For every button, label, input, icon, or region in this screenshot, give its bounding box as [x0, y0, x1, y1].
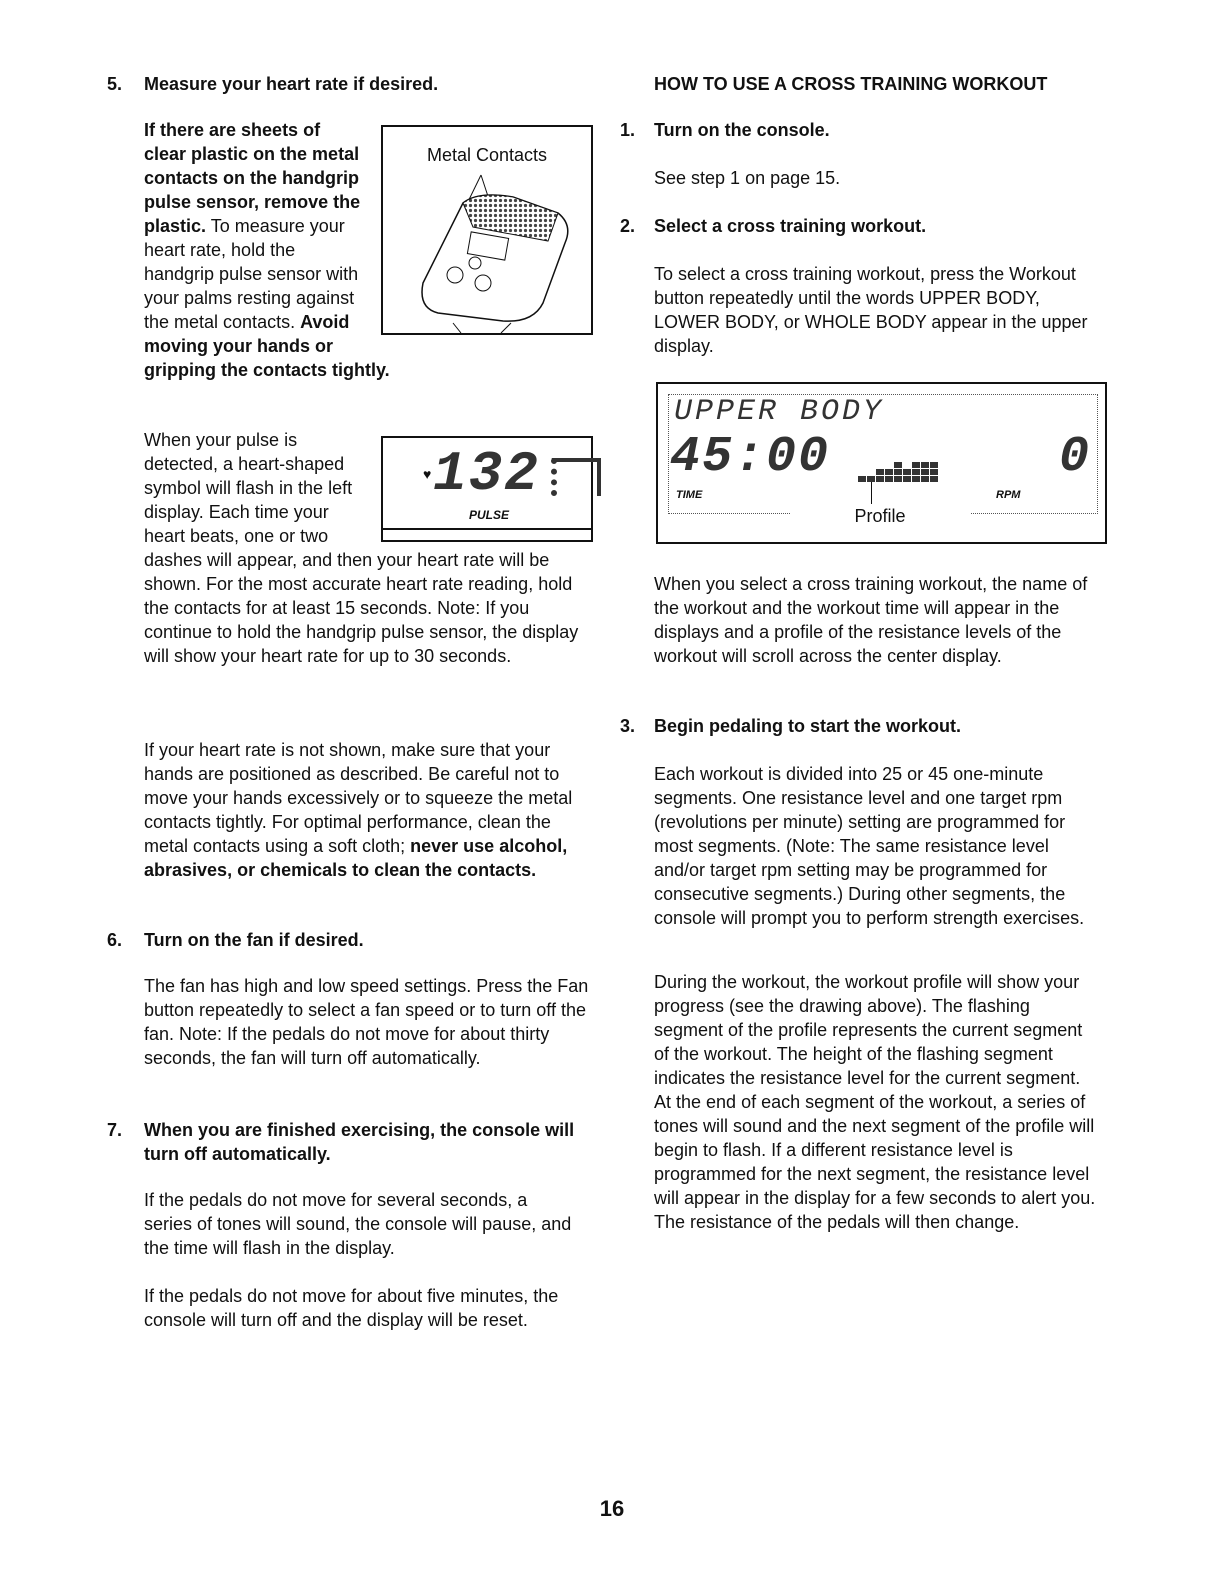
fan-text: The fan has high and low speed settings. Press the Fan button repeatedly to select a fan speed or to turn off the fan. Note: If the pedals do not move for about thirty seconds, the fan will turn off automatically.	[144, 976, 589, 1068]
step-number: 6.	[107, 930, 123, 950]
step-1-text: See step 1 on page 15.	[654, 168, 841, 188]
step-number: 3.	[620, 716, 636, 736]
profile-column	[912, 462, 920, 482]
profile-segment	[930, 462, 938, 468]
page-number: 16	[599, 1496, 625, 1521]
workout-name-display: UPPER BODY	[674, 395, 885, 429]
profile-column	[930, 462, 938, 482]
profile-segment	[885, 476, 893, 482]
console-display-figure	[656, 382, 1107, 544]
profile-segment	[903, 476, 911, 482]
step-7-heading: When you are finished exercising, the console will turn off automatically.	[144, 1120, 575, 1164]
pulse-text: To measure your heart rate, hold the handgrip pulse sensor with your palms resting against the metal contacts.	[144, 216, 359, 332]
profile-segment	[876, 476, 884, 482]
step-2-heading: Select a cross training workout.	[654, 216, 927, 236]
profile-segment	[858, 476, 866, 482]
profile-column	[903, 469, 911, 482]
reset-text: If the pedals do not move for about five minutes, the console will turn off and the display will be reset.	[144, 1286, 559, 1330]
metal-contacts-figure	[381, 125, 593, 335]
profile-column	[921, 462, 929, 482]
profile-segment	[912, 462, 920, 468]
profile-segment	[894, 476, 902, 482]
profile-segment	[921, 462, 929, 468]
profile-column	[876, 469, 884, 482]
pulse-instructions	[144, 118, 593, 382]
pulse-detected-text: When your pulse is detected, a heart-shaped symbol will flash in the left display. Each time your heart beats, one or two dashes will appear, and then your heart rate will be shown. For the most accurate heart rate reading, hold the contacts for at least 15 seconds. Note: If you continue to hold the handgrip pulse sensor, the display will show your heart rate for up to 30 seconds.	[144, 430, 579, 666]
heart-icon: ♥	[423, 466, 432, 482]
rpm-display: 0	[1058, 429, 1091, 486]
step-5-heading: Measure your heart rate if desired.	[144, 74, 439, 94]
profile-column	[858, 476, 866, 482]
profile-segment	[894, 462, 902, 468]
troubleshoot-text: If your heart rate is not shown, make sure that your hands are positioned as described. Be careful not to move your hands excessively or to squeeze the metal contacts tightly. For optimal performance, clean the metal contacts using a soft cloth;	[144, 740, 573, 856]
segments-text: Each workout is divided into 25 or 45 one-minute segments. One resistance level and one target rpm (revolutions per minute) setting are programmed for most segments. (Note: The same resistance level and/or target rpm setting may be programmed for consecutive segments.) During other segments, the console will prompt you to perform strength exercises.	[654, 764, 1085, 928]
profile-segment	[930, 476, 938, 482]
profile-segment	[921, 476, 929, 482]
section-heading: HOW TO USE A CROSS TRAINING WORKOUT	[654, 74, 1048, 94]
profile-label: Profile	[790, 504, 970, 528]
time-display: 45:00	[670, 429, 831, 486]
pulse-dashes-icon	[551, 458, 601, 496]
profile-segment	[912, 476, 920, 482]
workout-selected-text: When you select a cross training workout, the name of the workout and the workout time will appear in the displays and a profile of the resistance levels of the workout will scroll across the center display.	[654, 574, 1088, 666]
profile-column	[894, 462, 902, 482]
pulse-label: PULSE	[468, 508, 509, 522]
profile-bars	[858, 454, 938, 482]
step-number: 2.	[620, 216, 636, 236]
profile-segment	[912, 469, 920, 475]
grip-warning: Avoid moving your hands or gripping the contacts tightly.	[144, 312, 390, 380]
heart-rate-troubleshooting	[144, 738, 596, 882]
rpm-label: RPM	[996, 489, 1021, 501]
profile-segment	[930, 469, 938, 475]
pulse-display-figure	[381, 436, 593, 542]
cleaning-warning: never use alcohol, abrasives, or chemicals to clean the contacts.	[144, 836, 568, 880]
step-6-heading: Turn on the fan if desired.	[144, 930, 364, 950]
profile-progress-text: During the workout, the workout profile will show your progress (see the drawing above). The flashing segment of the profile represents the current segment of the workout. The height of the flashing segment indicates the resistance level for the current segment. At the end of each segment of the workout, a series of tones will sound and the next segment of the profile will begin to flash. If a different resistance level is programmed for the next segment, the resistance level will appear in the display for a few seconds to alert you. The resistance of the pedals will then change.	[654, 972, 1096, 1232]
step-number: 7.	[107, 1120, 123, 1140]
profile-column	[885, 469, 893, 482]
profile-segment	[876, 469, 884, 475]
divider	[383, 528, 591, 530]
step-3-heading: Begin pedaling to start the workout.	[654, 716, 962, 736]
profile-segment	[885, 469, 893, 475]
pulse-value: 132	[433, 442, 540, 506]
profile-segment	[921, 469, 929, 475]
pulse-detected-section	[144, 428, 593, 668]
step-number: 5.	[107, 74, 123, 94]
pause-text: If the pedals do not move for several seconds, a series of tones will sound, the console will pause, and the time will flash in the display.	[144, 1190, 572, 1258]
handgrip-console-illustration	[383, 163, 591, 333]
plastic-warning: If there are sheets of clear plastic on the metal contacts on the handgrip pulse sensor, remove the plastic.	[144, 120, 361, 236]
step-2-text: To select a cross training workout, press the Workout button repeatedly until the words UPPER BODY, LOWER BODY, or WHOLE BODY appear in the upper display.	[654, 264, 1088, 356]
step-number: 1.	[620, 120, 636, 140]
profile-segment	[903, 469, 911, 475]
metal-contacts-label: Metal Contacts	[426, 145, 548, 165]
profile-segment	[894, 469, 902, 475]
step-1-heading: Turn on the console.	[654, 120, 830, 140]
time-label: TIME	[676, 489, 703, 501]
